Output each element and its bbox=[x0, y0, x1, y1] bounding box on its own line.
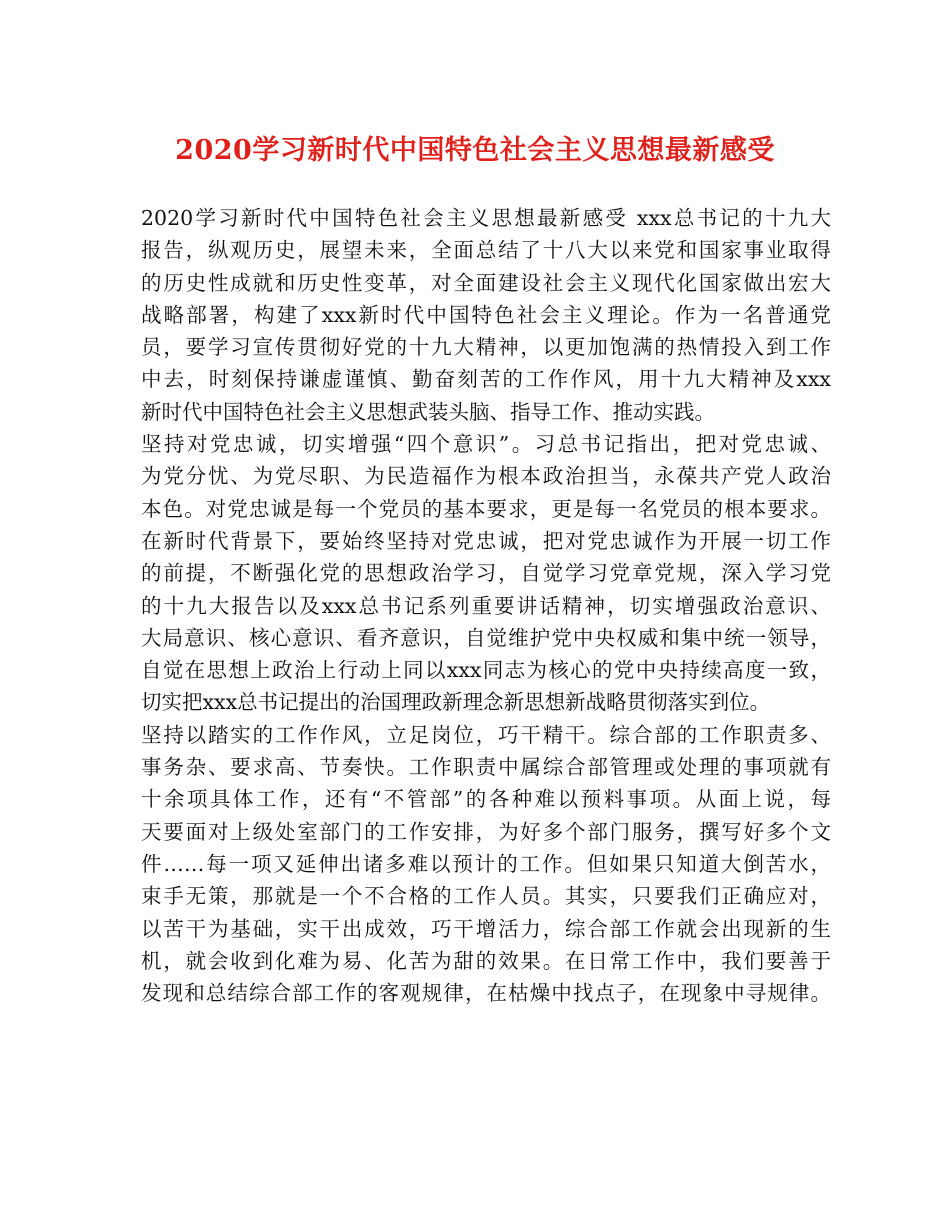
body-line: 坚持对党忠诚，切实增强“四个意识”。习总书记指出，把对党忠诚、 bbox=[141, 432, 831, 457]
body-line: 2020学习新时代中国特色社会主义思想最新感受 xxx总书记的十九大 bbox=[141, 206, 831, 230]
body-line: 的历史性成就和历史性变革，对全面建设社会主义现代化国家做出宏大 bbox=[141, 270, 831, 295]
document-body bbox=[141, 202, 831, 1009]
body-line: 以苦干为基础，实干出成效，巧干增活力，综合部工作就会出现新的生 bbox=[141, 916, 831, 941]
body-line: 切实把xxx总书记提出的治国理政新理念新思想新战略贯彻落实到位。 bbox=[141, 690, 771, 715]
body-line: 的前提，不断强化党的思想政治学习，自觉学习党章党规，深入学习党 bbox=[141, 561, 831, 586]
body-line: 发现和总结综合部工作的客观规律，在枯燥中找点子，在现象中寻规律。 bbox=[141, 981, 831, 1006]
body-line: 事务杂、要求高、节奏快。工作职责中属综合部管理或处理的事项就有 bbox=[141, 755, 831, 780]
document-title: 2020学习新时代中国特色社会主义思想最新感受 bbox=[175, 135, 775, 166]
body-line: 本色。对党忠诚是每一个党员的基本要求，更是每一名党员的根本要求。 bbox=[141, 496, 831, 521]
body-line: 天要面对上级处室部门的工作安排，为好多个部门服务，撰写好多个文 bbox=[141, 819, 831, 844]
body-line: 十余项具体工作，还有“不管部”的各种难以预料事项。从面上说，每 bbox=[141, 787, 831, 812]
body-line: 中去，时刻保持谦虚谨慎、勤奋刻苦的工作作风，用十九大精神及xxx bbox=[141, 367, 831, 392]
body-line: 战略部署，构建了xxx新时代中国特色社会主义理论。作为一名普通党 bbox=[141, 302, 831, 327]
body-line: 报告，纵观历史，展望未来，全面总结了十八大以来党和国家事业取得 bbox=[141, 238, 831, 263]
body-line: 机，就会收到化难为易、化苦为甜的效果。在日常工作中，我们要善于 bbox=[141, 948, 831, 973]
body-line: 新时代中国特色社会主义思想武装头脑、指导工作、推动实践。 bbox=[141, 399, 715, 424]
body-line: 为党分忧、为党尽职、为民造福作为根本政治担当，永葆共产党人政治 bbox=[141, 464, 831, 489]
body-line: 自觉在思想上政治上行动上同以xxx同志为核心的党中央持续高度一致， bbox=[141, 658, 831, 683]
body-line: 的十九大报告以及xxx总书记系列重要讲话精神，切实增强政治意识、 bbox=[141, 593, 831, 618]
body-line: 大局意识、核心意识、看齐意识，自觉维护党中央权威和集中统一领导， bbox=[141, 625, 831, 650]
body-line: 在新时代背景下，要始终坚持对党忠诚，把对党忠诚作为开展一切工作 bbox=[141, 528, 831, 553]
body-line: 件……每一项又延伸出诸多难以预计的工作。但如果只知道大倒苦水， bbox=[141, 851, 831, 876]
body-line: 束手无策，那就是一个不合格的工作人员。其实，只要我们正确应对， bbox=[141, 884, 831, 909]
body-line: 坚持以踏实的工作作风，立足岗位，巧干精干。综合部的工作职责多、 bbox=[141, 722, 831, 747]
body-line: 员，要学习宣传贯彻好党的十九大精神，以更加饱满的热情投入到工作 bbox=[141, 335, 831, 360]
